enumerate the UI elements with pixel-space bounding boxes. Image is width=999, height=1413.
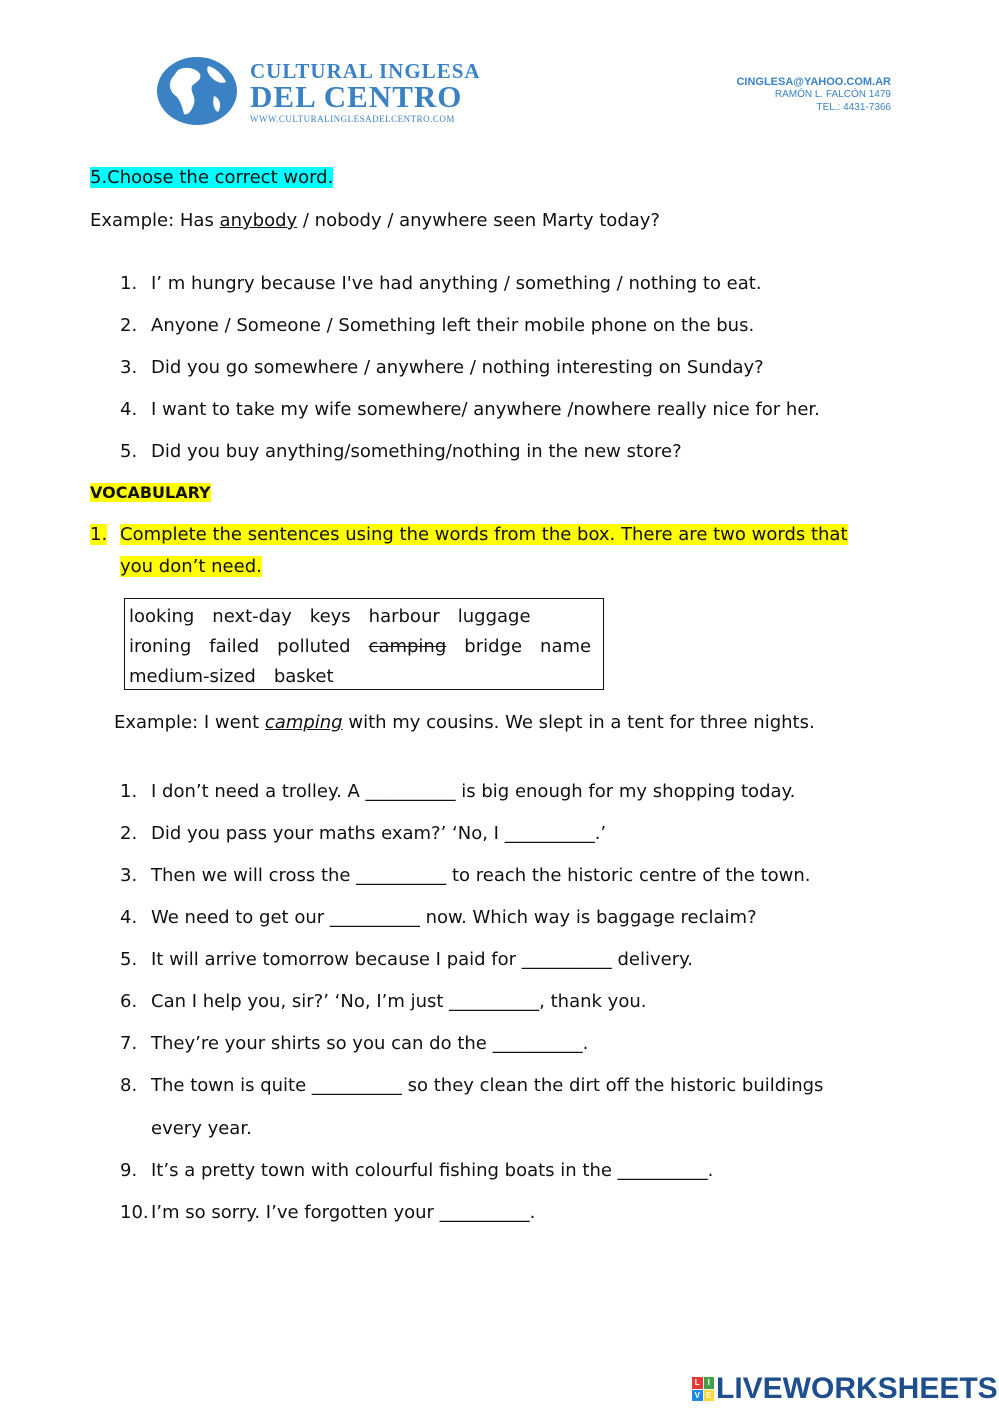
word-box-row <box>129 602 599 632</box>
task-line-2 <box>120 556 262 578</box>
word-box-word: harbour <box>368 606 440 627</box>
logo-title-line2: DEL CENTRO <box>250 79 463 114</box>
word-box-word: luggage <box>457 606 531 627</box>
vocabulary-heading <box>90 483 211 503</box>
word-box-word: looking <box>129 606 195 627</box>
icon-letter: I <box>704 1377 715 1389</box>
contact-email: CINGLESA@YAHOO.COM.AR <box>736 76 891 88</box>
list-item-number: 4. <box>120 907 138 928</box>
list-item-text: I’ m hungry because I've had anything / something / nothing to eat. <box>151 273 762 294</box>
list-item-text: I want to take my wife somewhere/ anywhere /nowhere really nice for her. <box>151 399 820 420</box>
task-line-1-text: Complete the sentences using the words from the box. There are two words that <box>120 524 848 545</box>
example-suffix: with my cousins. We slept in a tent for three nights. <box>342 712 815 733</box>
word-box-word: basket <box>273 666 334 687</box>
list-item-text: I don’t need a trolley. A __________ is big enough for my shopping today. <box>151 781 796 802</box>
list-item-text: Then we will cross the __________ to reach the historic centre of the town. <box>151 865 811 886</box>
icon-letter: L <box>692 1377 703 1389</box>
vocabulary-example <box>114 712 815 734</box>
word-box-row <box>129 632 599 662</box>
list-item-number: 5. <box>120 949 138 970</box>
list-item-text: It will arrive tomorrow because I paid for __________ delivery. <box>151 949 693 970</box>
list-item-number: 2. <box>120 315 138 336</box>
task-line-1 <box>120 524 848 546</box>
list-item-text: every year. <box>151 1118 252 1139</box>
list-item-text: Anyone / Someone / Something left their mobile phone on the bus. <box>151 315 755 336</box>
section-5-example <box>90 210 660 232</box>
contact-info <box>736 76 891 114</box>
list-item-number: 1. <box>120 781 138 802</box>
logo-title-line1: CULTURAL INGLESA <box>250 59 481 83</box>
list-item-text: The town is quite __________ so they clean the dirt off the historic buildings <box>151 1075 824 1096</box>
example-prefix: Example: Has <box>90 210 220 231</box>
word-box-word: failed <box>209 636 260 657</box>
list-item-number: 7. <box>120 1033 138 1054</box>
list-item-text: Did you buy anything/something/nothing in the new store? <box>151 441 682 462</box>
contact-address: RAMÓN L. FALCÓN 1479 <box>774 89 891 100</box>
list-item-number: 8. <box>120 1075 138 1096</box>
word-box-word: bridge <box>464 636 523 657</box>
example-suffix: / nobody / anywhere seen Marty today? <box>297 210 660 231</box>
task-number <box>90 524 107 546</box>
section-5-title-text: 5.Choose the correct word. <box>90 167 334 188</box>
globe-icon <box>156 56 238 126</box>
example-prefix: Example: I went <box>114 712 265 733</box>
list-item-number: 3. <box>120 865 138 886</box>
list-item-number: 1. <box>120 273 138 294</box>
list-item-number: 4. <box>120 399 138 420</box>
list-item-text: Did you go somewhere / anywhere / nothing interesting on Sunday? <box>151 357 764 378</box>
list-item-text: Can I help you, sir?’ ‘No, I’m just __________, thank you. <box>151 991 647 1012</box>
list-item-text: They’re your shirts so you can do the __________. <box>151 1033 589 1054</box>
word-box-row <box>129 662 599 692</box>
list-item-text: I’m so sorry. I’ve forgotten your __________. <box>151 1202 536 1223</box>
icon-letter: V <box>692 1390 703 1402</box>
contact-phone: TEL.: 4431-7366 <box>816 102 891 113</box>
example-answer: anybody <box>219 210 298 231</box>
example-answer: camping <box>264 712 343 733</box>
word-box-word: keys <box>309 606 351 627</box>
list-item-text: We need to get our __________ now. Which way is baggage reclaim? <box>151 907 757 928</box>
liveworksheets-logo <box>692 1372 998 1406</box>
liveworksheets-brand: LIVEWORKSHEETS <box>716 1372 998 1405</box>
word-box-word: next-day <box>212 606 292 627</box>
vocabulary-heading-text: VOCABULARY <box>90 483 211 502</box>
list-item-text: Did you pass your maths exam?’ ‘No, I __________.’ <box>151 823 607 844</box>
task-line-2-text: you don’t need. <box>120 556 262 577</box>
list-item-text: It’s a pretty town with colourful fishing boats in the __________. <box>151 1160 714 1181</box>
word-box-word: medium-sized <box>129 666 256 687</box>
word-box-word: ironing <box>129 636 192 657</box>
list-item-number: 2. <box>120 823 138 844</box>
word-box-word-crossed: camping <box>368 636 447 657</box>
liveworksheets-icon <box>692 1377 714 1401</box>
list-item-number: 5. <box>120 441 138 462</box>
task-number-text: 1. <box>90 524 108 545</box>
word-box-word: name <box>540 636 592 657</box>
list-item-number: 6. <box>120 991 138 1012</box>
section-5-title <box>90 167 333 189</box>
word-box <box>124 598 604 690</box>
icon-letter: E <box>704 1390 715 1402</box>
word-box-word: polluted <box>277 636 351 657</box>
list-item-number: 10. <box>120 1202 149 1223</box>
list-item-number: 9. <box>120 1160 138 1181</box>
logo-url: WWW.CULTURALINGLESADELCENTRO.COM <box>250 114 455 124</box>
list-item-number: 3. <box>120 357 138 378</box>
